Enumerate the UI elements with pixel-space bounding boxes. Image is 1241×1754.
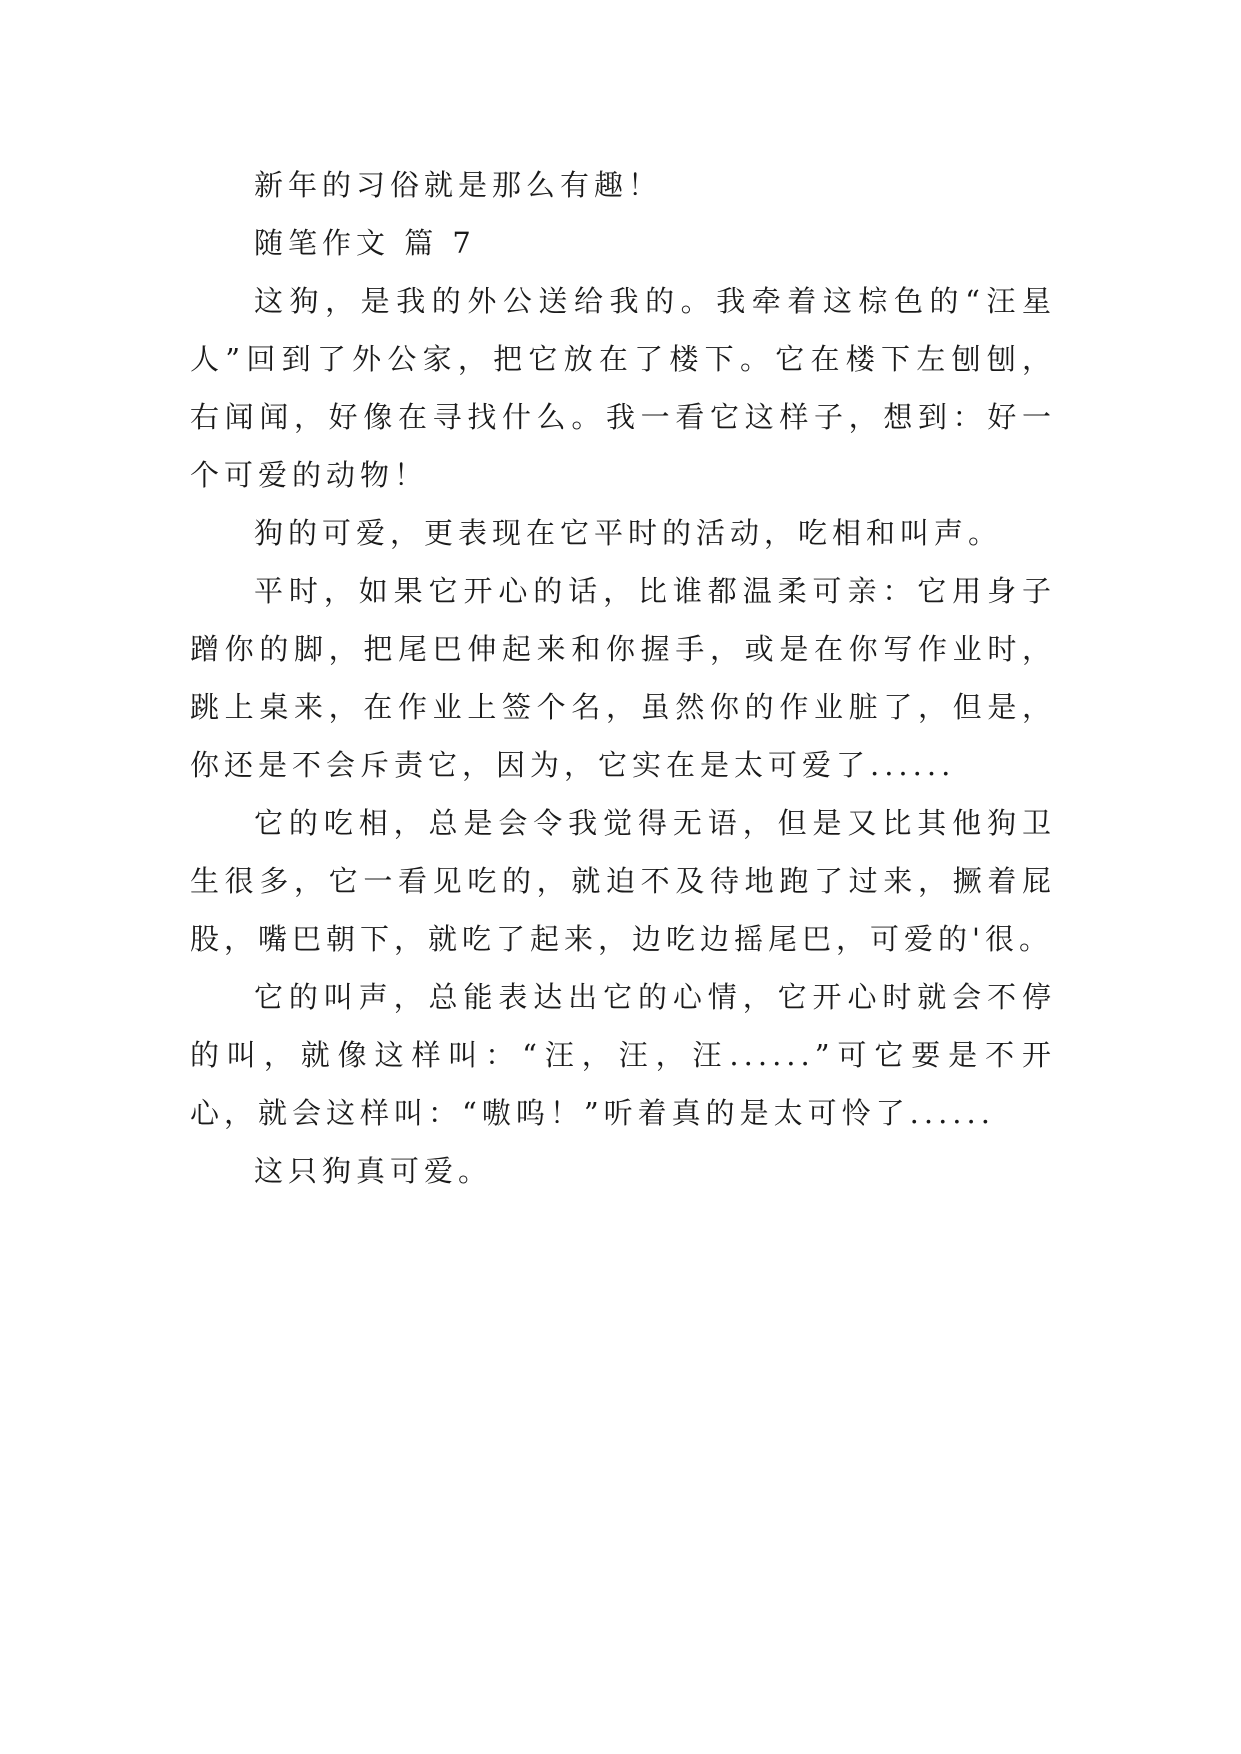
- paragraph: 平时，如果它开心的话，比谁都温柔可亲：它用身子蹭你的脚，把尾巴伸起来和你握手，或是在你写作业时，跳上桌来，在作业上签个名，虽然你的作业脏了，但是，你还是不会斥责它，因为，它实在是太可爱了......: [190, 574, 1056, 782]
- paragraph: 这只狗真可爱。: [254, 1154, 493, 1188]
- paragraph: 这狗，是我的外公送给我的。我牵着这棕色的“汪星人”回到了外公家，把它放在了楼下。它在楼下左刨刨，右闻闻，好像在寻找什么。我一看它这样子，想到：好一个可爱的动物！: [190, 284, 1056, 492]
- section-heading: 随笔作文 篇 7: [254, 226, 476, 260]
- paragraph: 它的叫声，总能表达出它的心情，它开心时就会不停的叫，就像这样叫：“汪，汪，汪......”可它要是不开心，就会这样叫：“嗷呜！”听着真的是太可怜了......: [190, 980, 1056, 1130]
- paragraph: 狗的可爱，更表现在它平时的活动，吃相和叫声。: [254, 516, 1003, 550]
- document-body: [190, 156, 1056, 1200]
- paragraph: 它的吃相，总是会令我觉得无语，但是又比其他狗卫生很多，它一看见吃的，就迫不及待地跑了过来，撅着屁股，嘴巴朝下，就吃了起来，边吃边摇尾巴，可爱的'很。: [190, 806, 1056, 956]
- intro-line: 新年的习俗就是那么有趣！: [254, 168, 663, 202]
